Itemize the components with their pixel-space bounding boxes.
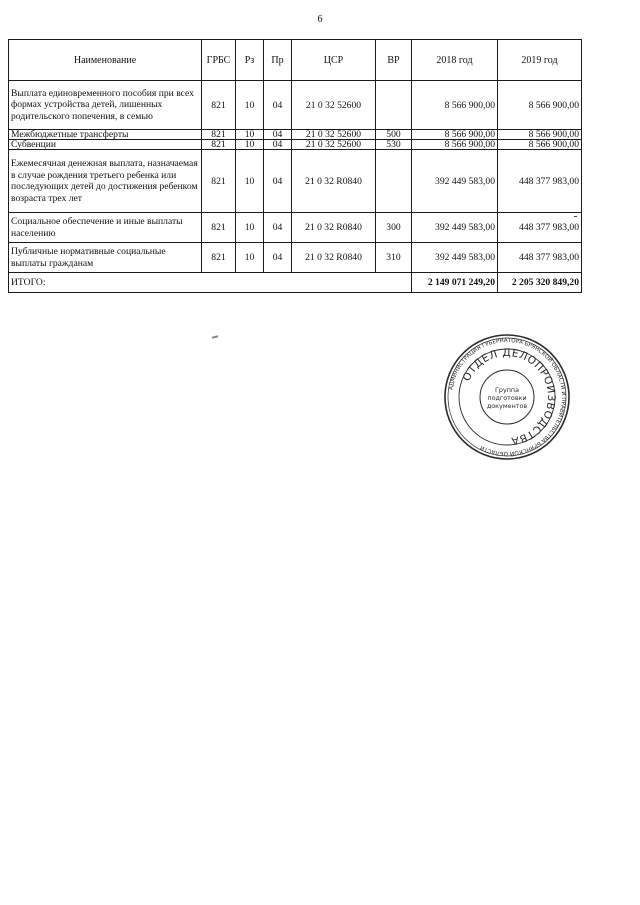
row-2018: 392 449 583,00 [412,243,498,273]
row-2019: 8 566 900,00 [498,140,582,150]
stray-dash [574,216,577,217]
row-2018: 392 449 583,00 [412,213,498,243]
table-row [9,213,582,243]
row-rz: 10 [236,150,264,213]
stray-mark [212,335,218,338]
total-row [9,273,582,293]
row-pr: 04 [264,130,292,140]
header-pr: Пр [264,40,292,81]
row-name: Межбюджетные трансферты [9,130,202,140]
stamp-outer-text: АДМИНИСТРАЦИЯ ГУБЕРНАТОРА БРЯНСКОЙ ОБЛАСТИ И ПРАВИТЕЛЬСТВА БРЯНСКОЙ ОБЛАСТИ [448,337,567,457]
row-name: Ежемесячная денежная выплата, назначаемая в случае рождения третьего ребенка или последующих детей до достижения ребенком возраста трех лет [9,150,202,213]
table-row [9,243,582,273]
total-label: ИТОГО: [9,273,412,293]
row-rz: 10 [236,140,264,150]
row-2018: 8 566 900,00 [412,140,498,150]
row-name: Публичные нормативные социальные выплаты гражданам [9,243,202,273]
row-grbs: 821 [202,140,236,150]
table-row [9,130,582,140]
row-csr: 21 0 32 52600 [292,140,376,150]
row-vr [376,150,412,213]
row-grbs: 821 [202,213,236,243]
row-2019: 448 377 983,00 [498,213,582,243]
row-2019: 8 566 900,00 [498,81,582,130]
row-vr: 530 [376,140,412,150]
row-2018: 392 449 583,00 [412,150,498,213]
row-rz: 10 [236,130,264,140]
row-csr: 21 0 32 R0840 [292,150,376,213]
stamp-inner-line3: документов [486,402,528,410]
official-stamp [443,333,571,461]
header-vr: ВР [376,40,412,81]
row-grbs: 821 [202,130,236,140]
stamp-inner-line2: подготовки [487,394,527,402]
header-name: Наименование [9,40,202,81]
header-2019: 2019 год [498,40,582,81]
row-csr: 21 0 32 R0840 [292,213,376,243]
header-2018: 2018 год [412,40,498,81]
header-rz: Рз [236,40,264,81]
row-name: Социальное обеспечение и иные выплаты населению [9,213,202,243]
page-number: 6 [317,14,323,25]
row-rz: 10 [236,243,264,273]
row-csr: 21 0 32 52600 [292,81,376,130]
row-csr: 21 0 32 52600 [292,130,376,140]
row-pr: 04 [264,243,292,273]
row-name: Субвенции [9,140,202,150]
row-pr: 04 [264,150,292,213]
row-pr: 04 [264,213,292,243]
row-2019: 8 566 900,00 [498,130,582,140]
total-2019: 2 205 320 849,20 [498,273,582,293]
row-2018: 8 566 900,00 [412,130,498,140]
table-row [9,140,582,150]
row-grbs: 821 [202,81,236,130]
row-vr: 300 [376,213,412,243]
row-rz: 10 [236,213,264,243]
row-vr [376,81,412,130]
row-grbs: 821 [202,243,236,273]
table-row [9,81,582,130]
header-grbs: ГРБС [202,40,236,81]
header-csr: ЦСР [292,40,376,81]
row-pr: 04 [264,140,292,150]
row-vr: 310 [376,243,412,273]
total-2018: 2 149 071 249,20 [412,273,498,293]
table-row [9,150,582,213]
row-2018: 8 566 900,00 [412,81,498,130]
row-name: Выплата единовременного пособия при всех формах устройства детей, лишенных родительского попечения, в семью [9,81,202,130]
row-2019: 448 377 983,00 [498,243,582,273]
row-pr: 04 [264,81,292,130]
row-grbs: 821 [202,150,236,213]
row-csr: 21 0 32 R0840 [292,243,376,273]
stamp-inner-line1: Группа [494,386,520,394]
stamp-middle-text: ОТДЕЛ ДЕЛОПРОИЗВОДСТВА [460,346,558,447]
row-rz: 10 [236,81,264,130]
row-vr: 500 [376,130,412,140]
table-header-row [9,40,582,81]
row-2019: 448 377 983,00 [498,150,582,213]
budget-table [8,39,582,293]
